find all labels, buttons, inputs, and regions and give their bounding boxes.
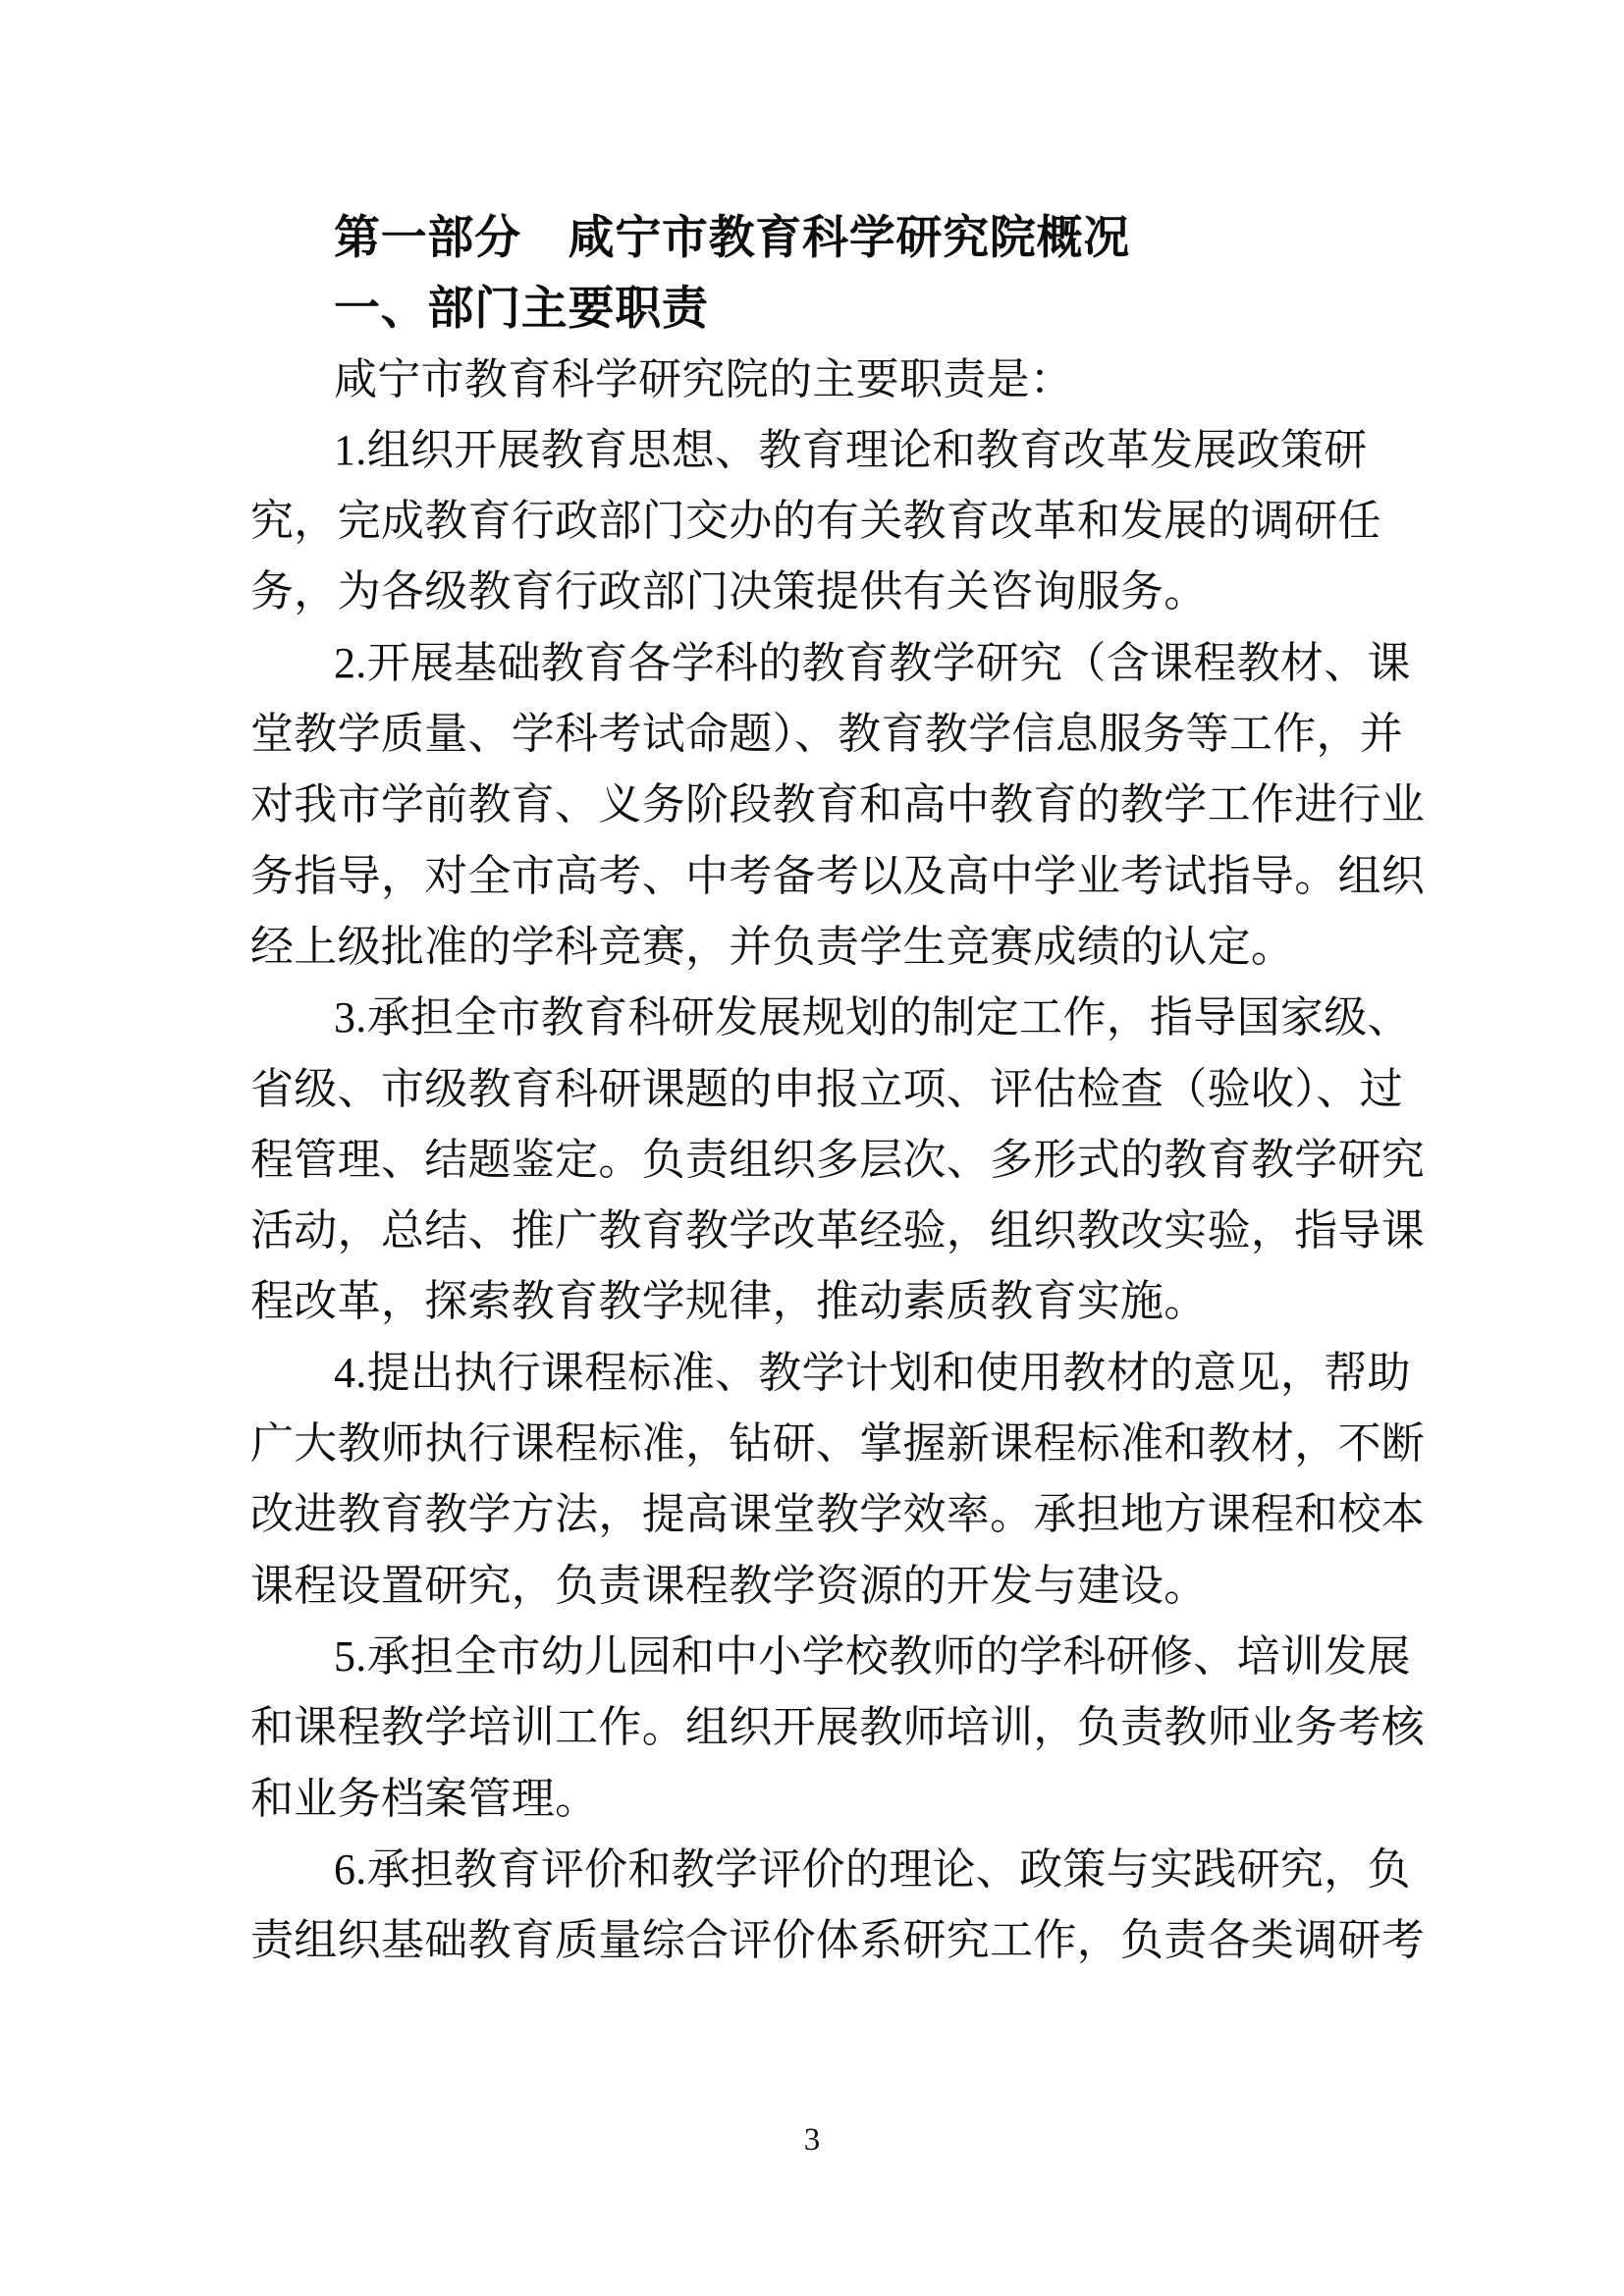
body-line: 和课程教学培训工作。组织开展教师培训，负责教师业务考核 [250,1703,1426,1752]
paragraph [250,345,1381,415]
paragraph [250,983,1426,1337]
body-line: 4.提出执行课程标准、教学计划和使用教材的意见，帮助 [334,1348,1411,1397]
text-block [250,202,1426,1976]
body-line: 5.承担全市幼儿园和中小学校教师的学科研修、培训发展 [334,1631,1411,1681]
paragraph [250,415,1381,628]
body-line: 对我市学前教育、义务阶段教育和高中教育的教学工作进行业 [250,780,1426,829]
body-line: 课程设置研究，负责课程教学资源的开发与建设。 [250,1561,1208,1610]
body-line: 1.组织开展教育思想、教育理论和教育改革发展政策研 [334,425,1368,474]
body-line: 2.开展基础教育各学科的教育教学研究（含课程教材、课 [334,638,1411,687]
body-line: 程管理、结题鉴定。负责组织多层次、多形式的教育教学研究 [250,1135,1426,1184]
part-heading: 第一部分 咸宁市教育科学研究院概况 [334,211,1130,263]
body-line: 责组织基础教育质量综合评价体系研究工作，负责各类调研考 [250,1916,1426,1965]
body-line: 程改革，探索教育教学规律，推动素质教育实施。 [250,1277,1208,1326]
body-line: 和业务档案管理。 [250,1774,599,1823]
paragraph [250,1835,1426,1977]
body-line: 6.承担教育评价和教学评价的理论、政策与实践研究，负 [334,1844,1411,1894]
body-line: 3.承担全市教育科研发展规划的制定工作，指导国家级、 [334,993,1411,1042]
paragraph [250,1338,1426,1622]
section-heading: 一、部门主要职责 [334,282,709,335]
body-line: 务指导，对全市高考、中考备考以及高中学业考试指导。组织 [250,851,1426,900]
body-line: 堂教学质量、学科考试命题）、教育教学信息服务等工作，并 [250,710,1404,759]
body-line: 省级、市级教育科研课题的申报立项、评估检查（验收）、过 [250,1064,1404,1113]
body-line: 务，为各级教育行政部门决策提供有关咨询服务。 [250,567,1208,616]
body-line: 咸宁市教育科学研究院的主要职责是： [334,354,1074,403]
body-line: 经上级批准的学科竞赛，并负责学生竞赛成绩的认定。 [250,922,1295,971]
page-number: 3 [803,2122,821,2158]
paragraph [250,1622,1426,1835]
body-line: 广大教师执行课程标准，钻研、掌握新课程标准和教材，不断 [250,1419,1426,1468]
body-line: 活动，总结、推广教育教学改革经验，组织教改实验，指导课 [250,1206,1426,1255]
body-line: 究，完成教育行政部门交办的有关教育改革和发展的调研任 [250,497,1381,546]
paragraph [250,628,1426,983]
body-line: 改进教育教学方法，提高课堂教学效率。承担地方课程和校本 [250,1490,1426,1539]
